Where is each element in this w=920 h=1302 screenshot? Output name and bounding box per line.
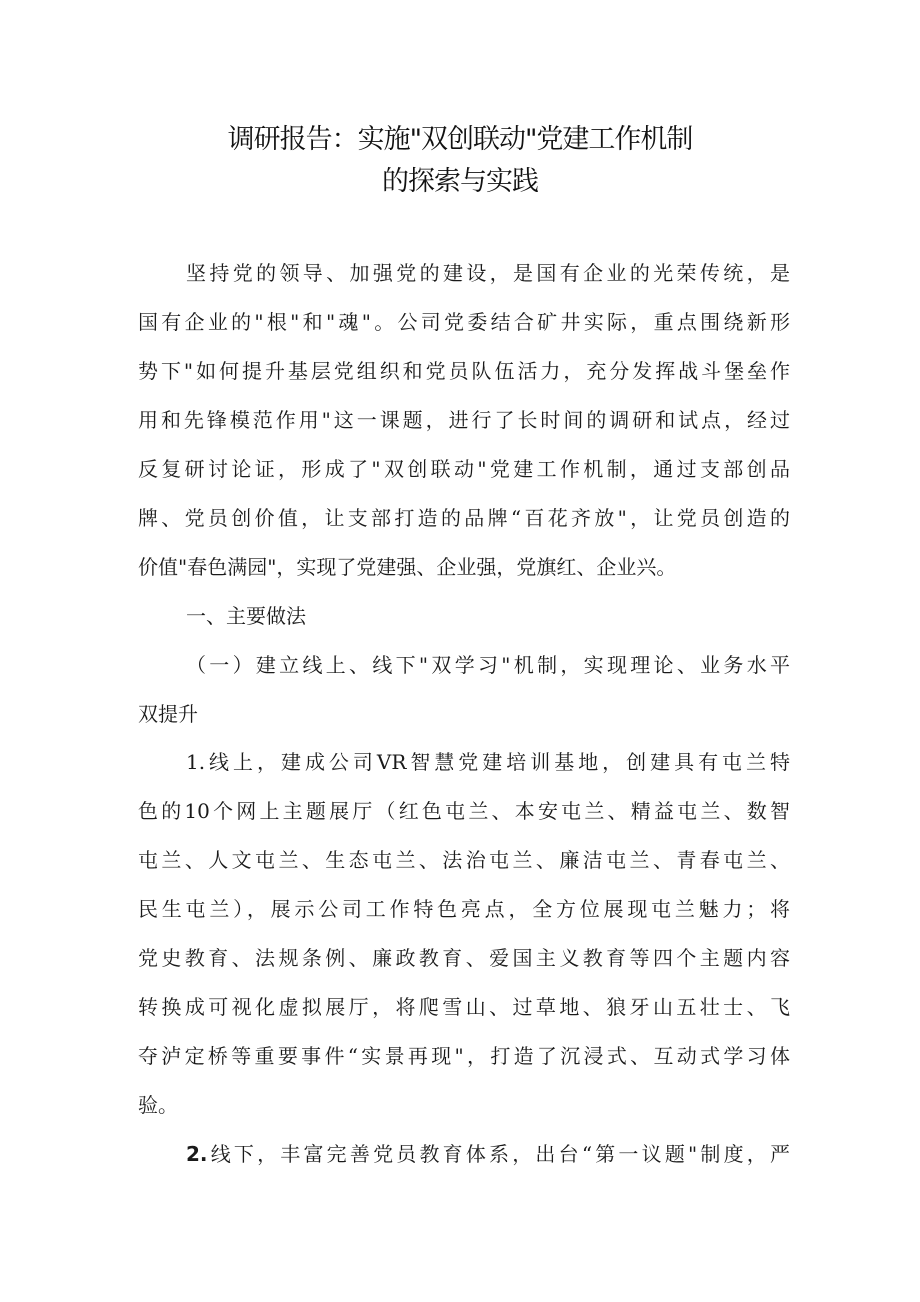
document-title-line-2: 的探索与实践	[382, 166, 538, 197]
item1-line-4: 民生屯兰），展示公司工作特色亮点，全方位展现屯兰魅力；将	[138, 897, 790, 921]
intro-line-7: 价值"春色满园"，实现了党建强、企业强，党旗红、企业兴。	[138, 555, 677, 579]
item1-line-8: 验。	[138, 1093, 178, 1117]
subsection-heading-1-line-1: （一）建立线上、线下"双学习"机制，实现理论、业务水平	[186, 653, 790, 677]
intro-line-1: 坚持党的领导、加强党的建设，是国有企业的光荣传统，是	[186, 261, 790, 285]
item1-line-5: 党史教育、法规条例、廉政教育、爱国主义教育等四个主题内容	[138, 946, 790, 970]
section-heading-1: 一、主要做法	[186, 604, 306, 628]
subsection-heading-1-line-2: 双提升	[138, 702, 198, 726]
intro-line-4: 用和先锋模范作用"这一课题，进行了长时间的调研和试点，经过	[138, 408, 790, 432]
item1-line-2: 色的10个网上主题展厅（红色屯兰、本安屯兰、精益屯兰、数智	[138, 799, 790, 823]
item2-text: 线下，丰富完善党员教育体系，出台“第一议题"制度，严	[207, 1142, 790, 1166]
item1-line-6: 转换成可视化虚拟展厅，将爬雪山、过草地、狼牙山五壮士、飞	[138, 995, 790, 1019]
item2-line-1	[186, 1139, 790, 1169]
intro-line-6: 牌、党员创价值，让支部打造的品牌“百花齐放"，让党员创造的	[138, 506, 790, 530]
intro-line-2: 国有企业的"根"和"魂"。公司党委结合矿井实际，重点围绕新形	[138, 310, 790, 334]
item1-line-7: 夺泸定桥等重要事件“实景再现"，打造了沉浸式、互动式学习体	[138, 1044, 790, 1068]
item2-number: 2.	[186, 1142, 208, 1166]
document-title-line-1: 调研报告：实施"双创联动"党建工作机制	[227, 124, 693, 155]
item1-line-3: 屯兰、人文屯兰、生态屯兰、法治屯兰、廉洁屯兰、青春屯兰、	[138, 848, 790, 872]
intro-line-5: 反复研讨论证，形成了"双创联动"党建工作机制，通过支部创品	[138, 457, 790, 481]
intro-line-3: 势下"如何提升基层党组织和党员队伍活力，充分发挥战斗堡垒作	[138, 359, 790, 383]
item1-line-1: 1.线上，建成公司VR智慧党建培训基地，创建具有屯兰特	[186, 750, 790, 774]
